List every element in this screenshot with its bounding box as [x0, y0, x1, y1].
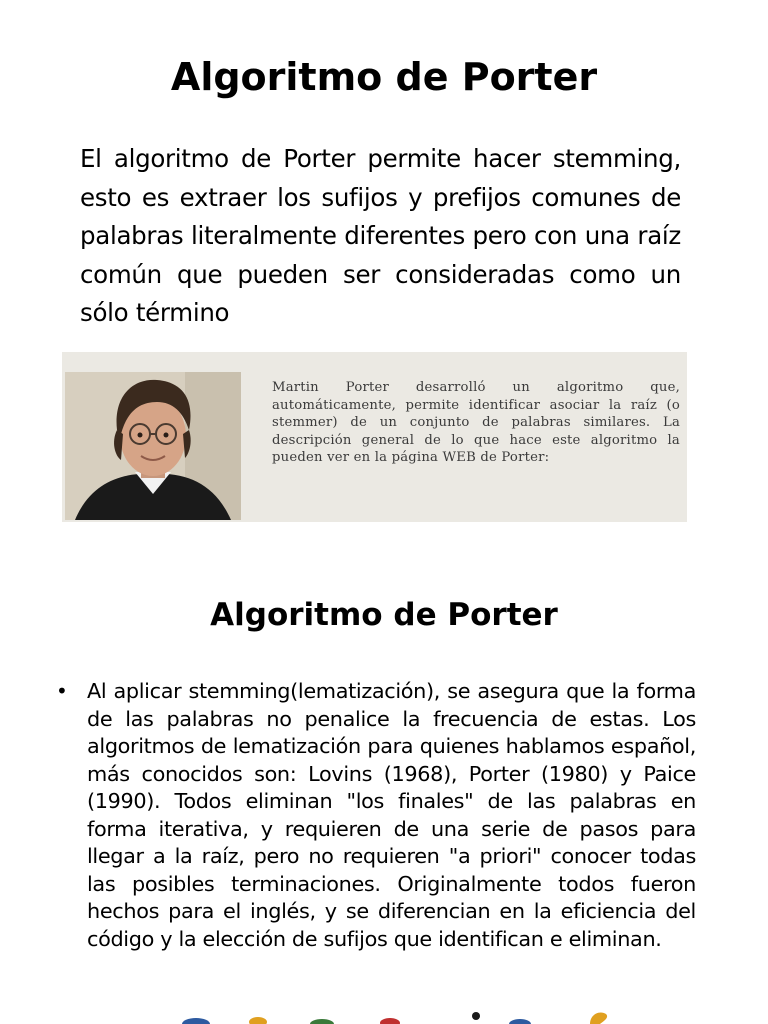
slide-title: Algoritmo de Porter [170, 55, 598, 99]
list-item [56, 678, 696, 953]
intro-paragraph: El algoritmo de Porter permite hacer stemming, esto es extraer los sufijos y prefijos comunes de palabras literalmente diferentes pero con una raíz común que pueden ser consideradas como un sólo término [80, 144, 681, 327]
scanned-text: Martin Porter desarrolló un algoritmo que, automáticamente, permite identificar asociar la raíz (o stemmer) de un conjunto de palabras similares. La descripción general de lo que hace este algoritmo la pueden ver en la página WEB de Porter: [272, 380, 680, 465]
portrait-image [65, 372, 241, 520]
slide-title-2: Algoritmo de Porter [210, 597, 558, 633]
portrait-photo [65, 372, 241, 520]
bullet-list [56, 678, 696, 953]
cropped-graphic [0, 1006, 768, 1024]
cropped-graphic-shapes [0, 1006, 768, 1024]
scanned-excerpt [62, 352, 687, 522]
bullet-icon: • [56, 679, 68, 703]
bullet-text: Al aplicar stemming(lematización), se asegura que la forma de las palabras no penalice la frecuencia de estas. Los algoritmos de lematización para quienes hablamos español, más conocidos son: Lovins (1968), Porter (1980) y Paice (1990). Todos eliminan "los finales" de las palabras en forma iterativa, y requieren de una serie de pasos para llegar a la raíz, pero no requieren "a priori" conocer todas las posibles terminaciones. Originalmente todos fueron hechos para el inglés, y se diferencian en la eficiencia del código y la elección de sufijos que identifican e eliminan. [87, 679, 696, 951]
